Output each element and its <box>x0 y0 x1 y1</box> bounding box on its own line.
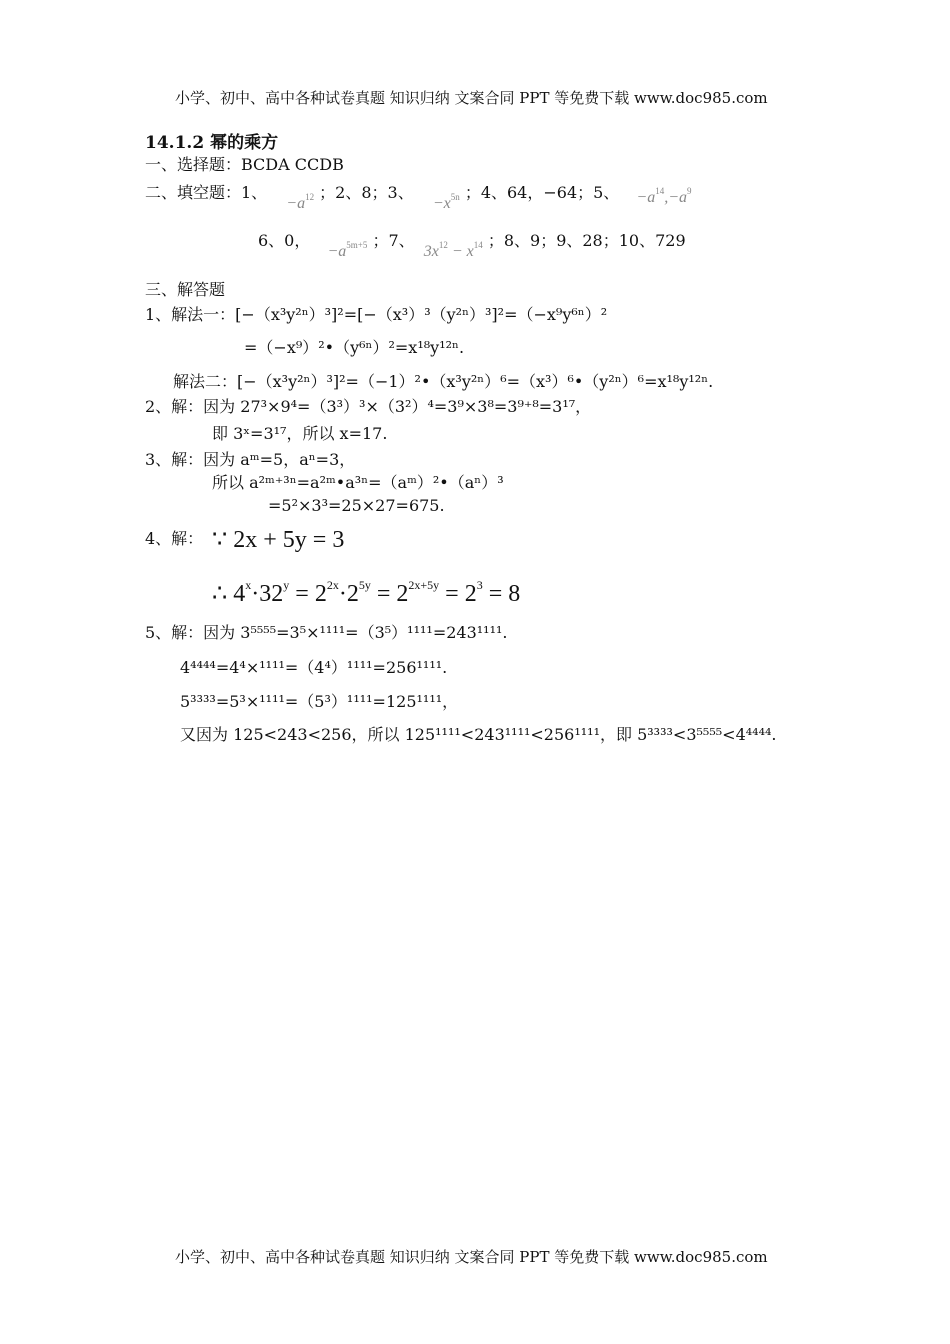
formula-3x12-x14: $3x^{12} - x^{14}$ <box>423 240 483 260</box>
page-footer: 小学、初中、高中各种试卷真题 知识归纳 文案合同 PPT 等免费下载 www.doc985.com <box>175 1248 768 1266</box>
q2-line1: 2、解：因为 27³×9⁴=（3³）³×（3²）⁴=3⁹×3⁸=3⁹⁺⁸=3¹⁷， <box>145 397 592 416</box>
fill-answers-line1 <box>145 180 692 212</box>
q3-line3: =5²×3³=25×27=675. <box>268 496 445 515</box>
formula-a14-a9: $-a^{14},-a^9$ <box>636 186 692 206</box>
formula-a5m5: $-a^{5m+5}$ <box>327 240 368 260</box>
formula-x5n: $-x^{5n}$ <box>432 192 460 212</box>
q4-derivation: ∴ $4^x\cdot 32^y = 2^{2x}\cdot 2^{5y} = 2^{2x+5y} = 2^3 = 8$ <box>212 578 521 607</box>
q4-given-equation: ∵ 2x + 5y = 3 <box>212 527 345 553</box>
fill-text-7: ；7、 <box>372 231 415 250</box>
fill-text-2: ；2、8；3、 <box>319 183 414 202</box>
fill-text-8: ；8、9；9、28；10、729 <box>487 231 686 250</box>
fill-answers-line2 <box>258 228 686 260</box>
q5-line2: 4⁴⁴⁴⁴=4⁴×¹¹¹¹=（4⁴）¹¹¹¹=256¹¹¹¹. <box>180 658 448 677</box>
fill-text-4: ；4、64，−64；5、 <box>464 183 620 202</box>
section-title: 14.1.2 幂的乘方 <box>145 133 279 153</box>
solutions-heading: 三、解答题 <box>145 280 226 299</box>
q5-line3: 5³³³³=5³×¹¹¹¹=（5³）¹¹¹¹=125¹¹¹¹， <box>180 692 459 711</box>
choice-answers: 一、选择题：BCDA CCDB <box>145 155 344 174</box>
q2-line2: 即 3ˣ=3¹⁷，所以 x=17. <box>212 424 388 443</box>
formula-a12: $-a^{12}$ <box>286 192 315 212</box>
q1-method1-line2: =（−x⁹）²•（y⁶ⁿ）²=x¹⁸y¹²ⁿ. <box>244 338 465 357</box>
fill-label: 二、填空题：1、 <box>145 183 268 202</box>
fill-text-6: 6、0， <box>258 231 311 250</box>
q5-line4: 又因为 125<243<256，所以 125¹¹¹¹<243¹¹¹¹<256¹¹¹¹，即 5³³³³<3⁵⁵⁵⁵<4⁴⁴⁴⁴. <box>180 725 777 744</box>
q4-label: 4、解： <box>145 529 204 548</box>
q1-method2: 解法二：[−（x³y²ⁿ）³]²=（−1）²•（x³y²ⁿ）⁶=（x³）⁶•（y²ⁿ）⁶=x¹⁸y¹²ⁿ. <box>173 372 714 391</box>
q5-line1: 5、解：因为 3⁵⁵⁵⁵=3⁵×¹¹¹¹=（3⁵）¹¹¹¹=243¹¹¹¹. <box>145 623 508 642</box>
q3-line1: 3、解：因为 aᵐ=5，aⁿ=3， <box>145 450 356 469</box>
q1-method1-line1: 1、解法一：[−（x³y²ⁿ）³]²=[−（x³）³（y²ⁿ）³]²=（−x⁹y⁶ⁿ）² <box>145 305 608 324</box>
page-header: 小学、初中、高中各种试卷真题 知识归纳 文案合同 PPT 等免费下载 www.doc985.com <box>175 89 768 107</box>
q3-line2: 所以 a²ᵐ⁺³ⁿ=a²ᵐ•a³ⁿ=（aᵐ）²•（aⁿ）³ <box>212 473 504 492</box>
